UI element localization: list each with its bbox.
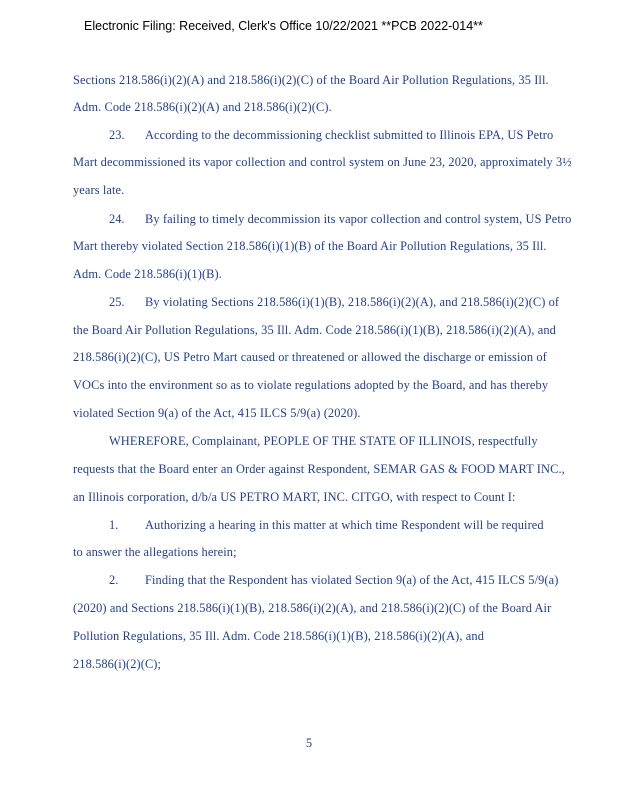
text-line: Mart thereby violated Section 218.586(i)(1)(B) of the Board Air Pollution Regulations, 35 Ill. (73, 239, 547, 253)
text-line: VOCs into the environment so as to violate regulations adopted by the Board, and has thereby (73, 378, 549, 392)
text-line: years late. (73, 183, 125, 197)
text-line: By violating Sections 218.586(i)(1)(B), 218.586(i)(2)(A), and 218.586(i)(2)(C) of (145, 295, 560, 309)
text-line: to answer the allegations herein; (73, 545, 237, 559)
paragraph-number: 1. (109, 518, 119, 532)
text-line: Sections 218.586(i)(2)(A) and 218.586(i)(2)(C) of the Board Air Pollution Regulations, 35 Ill. (73, 73, 549, 87)
text-line: (2020) and Sections 218.586(i)(1)(B), 218.586(i)(2)(A), and 218.586(i)(2)(C) of the Board Air (73, 601, 552, 615)
text-line: 218.586(i)(2)(C), US Petro Mart caused or threatened or allowed the discharge or emission of (73, 350, 547, 364)
filing-stamp-header: Electronic Filing: Received, Clerk's Office 10/22/2021 **PCB 2022-014** (84, 19, 483, 33)
text-line: Pollution Regulations, 35 Ill. Adm. Code 218.586(i)(1)(B), 218.586(i)(2)(A), and (73, 629, 484, 643)
text-line: violated Section 9(a) of the Act, 415 ILCS 5/9(a) (2020). (73, 406, 361, 420)
text-line: Authorizing a hearing in this matter at which time Respondent will be required (145, 518, 544, 532)
text-line: requests that the Board enter an Order against Respondent, SEMAR GAS & FOOD MART INC., (73, 462, 565, 476)
page-number: 5 (305, 736, 313, 750)
text-line: According to the decommissioning checklist submitted to Illinois EPA, US Petro (145, 128, 554, 142)
paragraph-number: 24. (109, 212, 125, 226)
paragraph-number: 23. (109, 128, 125, 142)
text-line: the Board Air Pollution Regulations, 35 Ill. Adm. Code 218.586(i)(1)(B), 218.586(i)(2)(A), and (73, 323, 556, 337)
text-line: Adm. Code 218.586(i)(1)(B). (73, 267, 222, 281)
text-line: Adm. Code 218.586(i)(2)(A) and 218.586(i)(2)(C). (73, 100, 332, 114)
text-line: Finding that the Respondent has violated Section 9(a) of the Act, 415 ILCS 5/9(a) (145, 573, 559, 587)
paragraph-number: 25. (109, 295, 125, 309)
text-line: 218.586(i)(2)(C); (73, 657, 162, 671)
text-line: an Illinois corporation, d/b/a US PETRO MART, INC. CITGO, with respect to Count I: (73, 490, 516, 504)
text-line: By failing to timely decommission its vapor collection and control system, US Petro (145, 212, 572, 226)
text-line: Mart decommissioned its vapor collection and control system on June 23, 2020, approximately 3½ (73, 155, 572, 169)
text-line: WHEREFORE, Complainant, PEOPLE OF THE STATE OF ILLINOIS, respectfully (109, 434, 538, 448)
paragraph-number: 2. (109, 573, 119, 587)
